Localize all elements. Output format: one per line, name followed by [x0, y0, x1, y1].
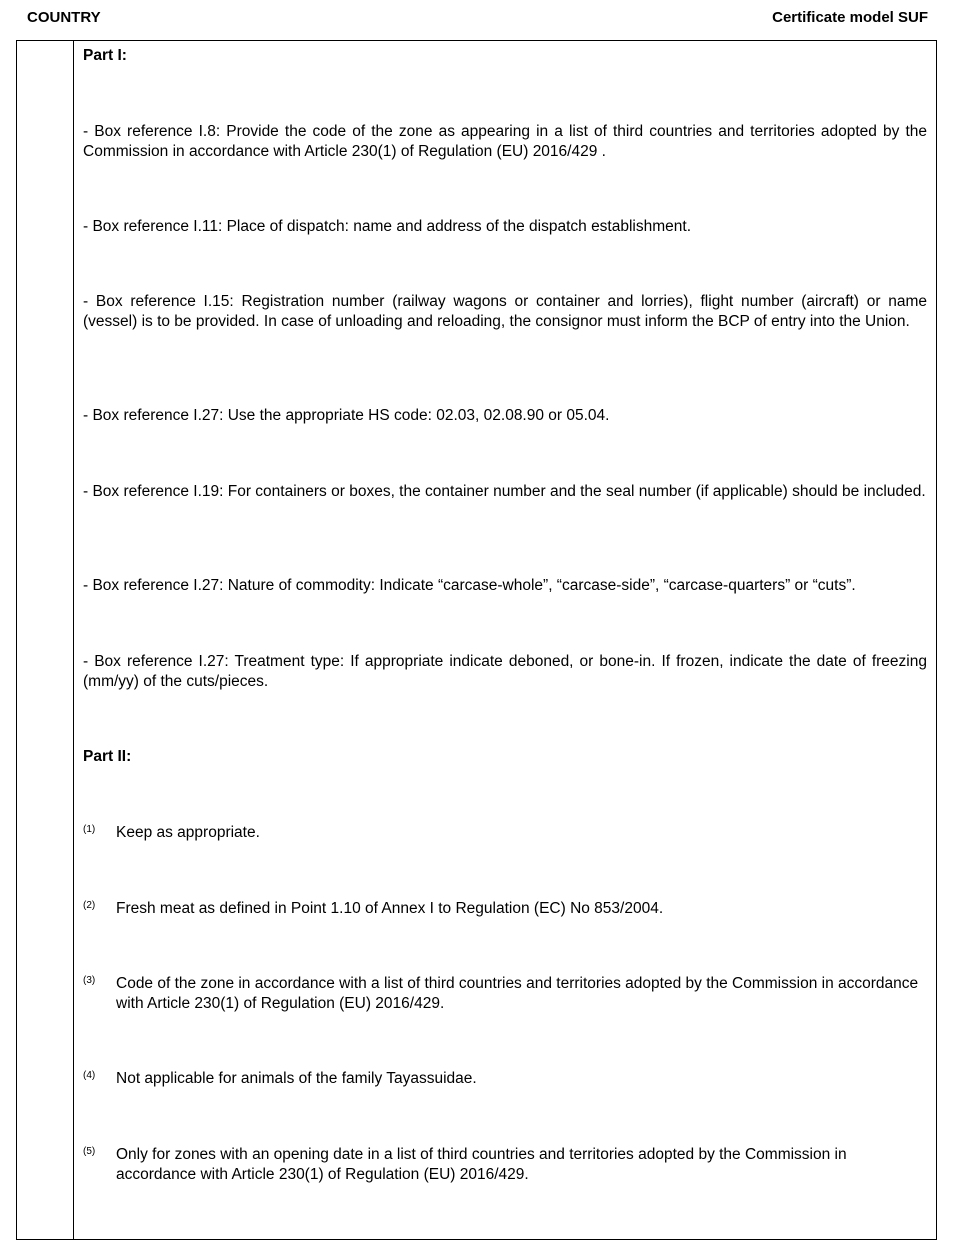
country-label: COUNTRY [27, 9, 101, 26]
footnote-number: (2) [83, 900, 96, 911]
footnote-4 [83, 1069, 927, 1089]
box-ref-i27-hs-note: - Box reference I.27: Use the appropriate HS code: 02.03, 02.08.90 or 05.04. [83, 407, 610, 424]
footnote-text: Not applicable for animals of the family Tayassuidae. [116, 1070, 477, 1087]
footnote-number: (5) [83, 1146, 96, 1157]
box-ref-i27-treatment-note: - Box reference I.27: Treatment type: If appropriate indicate deboned, or bone-in. If frozen, indicate the date of freezing (mm/yy) of the cuts/pieces. [83, 653, 927, 690]
footnote-number: (1) [83, 824, 96, 835]
footnote-text: Fresh meat as defined in Point 1.10 of Annex I to Regulation (EC) No 853/2004. [116, 900, 664, 917]
certificate-model-label: Certificate model SUF [772, 9, 928, 26]
footnote-3 [83, 974, 927, 1013]
box-ref-i19-note: - Box reference I.19: For containers or boxes, the container number and the seal number (if applicable) should be included. [83, 483, 926, 500]
box-ref-i27-commodity-note: - Box reference I.27: Nature of commodity: Indicate “carcase-whole”, “carcase-side”, “carcase-quarters” or “cuts”. [83, 577, 856, 594]
box-ref-i11-note: - Box reference I.11: Place of dispatch: name and address of the dispatch establishment. [83, 218, 692, 235]
column-divider [73, 41, 74, 1239]
footnote-text: Only for zones with an opening date in a list of third countries and territories adopted by the Commission in accordance with Article 230(1) of Regulation (EU) 2016/429. [116, 1146, 847, 1183]
footnote-5 [83, 1145, 927, 1184]
footnote-number: (4) [83, 1070, 96, 1081]
footnote-text: Keep as appropriate. [116, 824, 260, 841]
box-ref-i8-note: - Box reference I.8: Provide the code of the zone as appearing in a list of third countries and territories adopted by the Commission in accordance with Article 230(1) of Regulation (EU) 2016/429 . [83, 123, 927, 160]
box-ref-i15-note: - Box reference I.15: Registration number (railway wagons or container and lorries), flight number (aircraft) or name (vessel) is to be provided. In case of unloading and reloading, the consignor must inform the BCP of entry into the Union. [83, 293, 927, 330]
footnote-2 [83, 899, 927, 919]
page-header [27, 9, 928, 29]
part-one-heading: Part I: [83, 47, 127, 64]
part-two-heading: Part II: [83, 748, 132, 765]
footnote-number: (3) [83, 975, 96, 986]
footnote-1 [83, 823, 927, 843]
footnote-text: Code of the zone in accordance with a list of third countries and territories adopted by the Commission in accordance with Article 230(1) of Regulation (EU) 2016/429. [116, 975, 919, 1012]
